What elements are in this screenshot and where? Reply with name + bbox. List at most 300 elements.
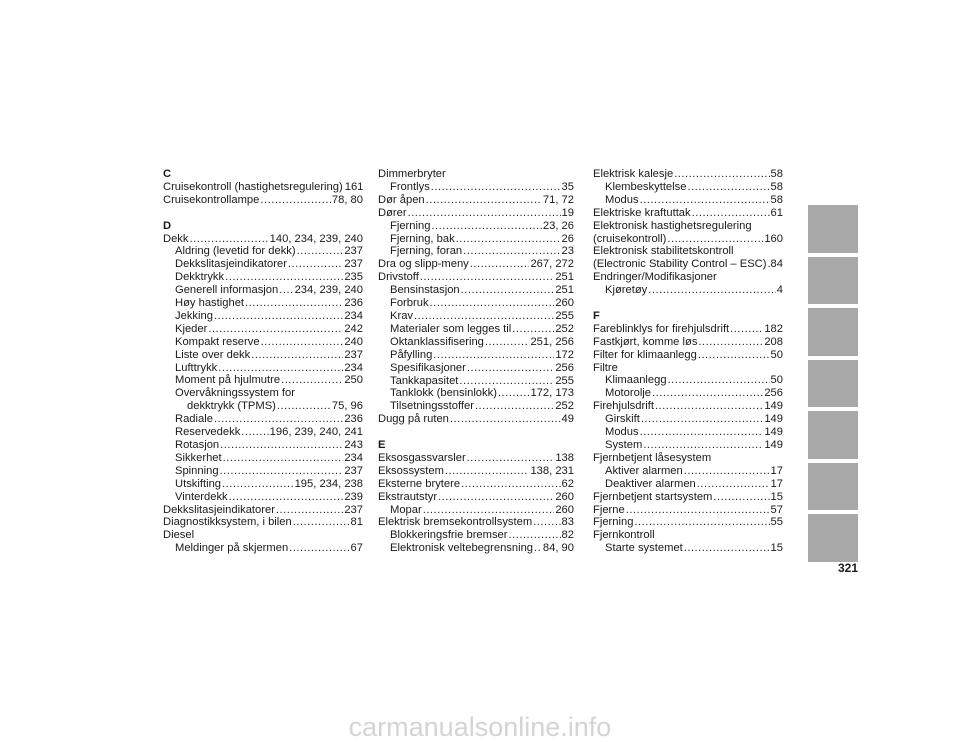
entry-page-ref[interactable]: 237	[344, 503, 363, 516]
index-entry[interactable]	[163, 233, 363, 246]
index-entry[interactable]	[378, 284, 574, 297]
index-entry[interactable]	[378, 452, 574, 465]
section-letter: D	[163, 219, 172, 232]
entry-page-ref[interactable]: 61	[770, 206, 783, 219]
dot-leader	[261, 336, 344, 349]
dot-leader	[461, 284, 555, 297]
entry-page-ref[interactable]: 149	[764, 439, 783, 452]
index-column-3	[593, 168, 783, 555]
entry-label: Tilsetningsstoffer	[390, 400, 474, 413]
index-entry[interactable]	[593, 413, 783, 426]
dot-leader	[512, 323, 554, 336]
dot-leader	[643, 439, 763, 452]
dot-leader	[461, 478, 560, 491]
section-tab	[808, 463, 858, 511]
entry-page-ref[interactable]: 82	[561, 529, 574, 542]
entry-label: Cruisekontrollampe	[163, 193, 260, 206]
dot-leader	[445, 465, 530, 478]
index-entry[interactable]	[163, 465, 363, 478]
index-entry[interactable]	[593, 439, 783, 452]
entry-label: Fjerning, bak	[390, 232, 455, 245]
index-entry[interactable]	[593, 349, 783, 362]
entry-label: Diagnostikksystem, i bilen	[163, 516, 292, 529]
entry-label: Deaktiver alarmen	[605, 477, 696, 490]
index-entry[interactable]	[593, 478, 783, 491]
entry-label: Motorolje	[605, 387, 652, 400]
entry-label: Fjerning	[390, 219, 431, 232]
entry-page-ref[interactable]: 256	[555, 361, 574, 374]
dot-leader	[420, 271, 555, 284]
entry-label: Krav	[390, 309, 414, 322]
dot-leader	[674, 168, 769, 181]
index-entry[interactable]	[378, 181, 574, 194]
entry-label: Tanklokk (bensinlokk)	[390, 387, 497, 400]
entry-page-ref[interactable]: 149	[764, 413, 783, 426]
index-entry[interactable]	[593, 181, 783, 194]
dot-leader	[730, 323, 763, 336]
entry-page-ref[interactable]: 149	[764, 426, 783, 439]
index-entry[interactable]	[163, 271, 363, 284]
index-heading: Diesel	[163, 529, 195, 542]
entry-label: Dekktrykk	[175, 271, 225, 284]
entry-label: Drivstoff	[378, 271, 419, 284]
dot-leader	[430, 297, 555, 310]
index-entry[interactable]	[163, 194, 363, 207]
entry-label: Materialer som legges til	[390, 322, 512, 335]
entry-page-ref[interactable]: 81	[350, 516, 363, 529]
index-entry[interactable]	[593, 207, 783, 220]
entry-page-ref[interactable]: 251	[555, 284, 574, 297]
section-letter: F	[593, 309, 600, 322]
entry-label: Moment på hjulmutre	[175, 374, 281, 387]
index-column-1	[163, 168, 363, 555]
entry-label: Blokkeringsfrie bremser	[390, 529, 508, 542]
entry-label: Vinterdekk	[175, 490, 228, 503]
index-entry[interactable]	[378, 529, 574, 542]
entry-label: Eksterne brytere	[378, 477, 461, 490]
index-entry[interactable]	[593, 387, 783, 400]
index-entry[interactable]	[593, 516, 783, 529]
entry-label: Fjernbetjent startsystem	[593, 490, 713, 503]
index-entry[interactable]	[163, 478, 363, 491]
entry-label: Filter for klimaanlegg	[593, 348, 697, 361]
section-tab	[808, 360, 858, 408]
index-entry[interactable]	[163, 323, 363, 336]
entry-label: Elektrisk kalesje	[593, 168, 674, 180]
entry-page-ref[interactable]: 19	[561, 206, 574, 219]
dot-leader	[692, 207, 770, 220]
entry-page-ref[interactable]: 84	[770, 258, 783, 271]
dot-leader	[297, 245, 344, 258]
index-entry[interactable]	[163, 452, 363, 465]
entry-label: Modus	[605, 193, 639, 206]
dot-leader	[223, 452, 344, 465]
index-entry[interactable]	[163, 310, 363, 323]
index-entry[interactable]	[163, 349, 363, 362]
dot-leader	[467, 452, 555, 465]
index-entry[interactable]	[593, 323, 783, 336]
section-letter: E	[378, 439, 386, 452]
dot-leader	[655, 400, 763, 413]
index-entry[interactable]	[593, 504, 783, 517]
entry-page-ref[interactable]: 84, 90	[542, 542, 574, 555]
index-entry[interactable]	[378, 465, 574, 478]
entry-page-ref[interactable]: 83	[561, 516, 574, 529]
entry-label: Girskift	[605, 413, 640, 426]
entry-page-ref[interactable]: 234, 239, 240	[294, 284, 363, 297]
entry-page-ref[interactable]: 58	[770, 168, 783, 180]
entry-page-ref[interactable]: 234	[344, 309, 363, 322]
index-entry[interactable]	[378, 542, 574, 555]
index-entry[interactable]	[593, 400, 783, 413]
dot-leader	[245, 297, 343, 310]
entry-page-ref[interactable]: 62	[561, 477, 574, 490]
entry-label: dekktrykk (TPMS)	[187, 400, 276, 413]
entry-label: Jekking	[175, 309, 213, 322]
entry-label: (cruisekontroll)	[593, 232, 667, 245]
index-entry[interactable]	[378, 297, 574, 310]
index-heading: Overvåkningssystem for	[175, 387, 295, 400]
index-entry[interactable]	[378, 207, 574, 220]
dot-leader	[450, 413, 561, 426]
index-entry[interactable]	[163, 245, 363, 258]
entry-label: Dra og slipp-meny	[378, 258, 469, 271]
entry-page-ref[interactable]: 67	[350, 542, 363, 555]
entry-page-ref[interactable]: 237	[344, 348, 363, 361]
dot-leader	[640, 194, 770, 207]
index-entry[interactable]	[378, 491, 574, 504]
entry-label: Aldring (levetid for dekk)	[175, 245, 296, 258]
index-entry[interactable]	[378, 245, 574, 258]
index-entry[interactable]	[593, 426, 783, 439]
index-entry[interactable]	[378, 387, 574, 400]
entry-page-ref[interactable]: 17	[770, 464, 783, 477]
entry-page-ref[interactable]: 172	[555, 348, 574, 361]
entry-label: Spesifikasjoner	[390, 361, 466, 374]
dot-leader	[208, 323, 343, 336]
dot-leader	[288, 258, 343, 271]
dot-leader	[485, 336, 530, 349]
index-entry[interactable]	[163, 336, 363, 349]
dot-leader	[190, 233, 269, 246]
entry-page-ref[interactable]: 239	[344, 490, 363, 503]
dot-leader	[467, 362, 554, 375]
entry-label: Elektrisk bremsekontrollsystem	[378, 516, 533, 529]
entry-label: Cruisekontroll (hastighetsregulering)	[163, 180, 343, 193]
entry-label: Lufttrykk	[175, 361, 218, 374]
entry-label: Fareblinklys for firehjulsdrift	[593, 322, 730, 335]
index-entry[interactable]	[378, 349, 574, 362]
entry-label: Firehjulsdrift	[593, 400, 654, 413]
dot-leader	[640, 426, 764, 439]
entry-label: Aktiver alarmen	[605, 464, 683, 477]
index-entry[interactable]	[378, 323, 574, 336]
entry-label: Frontlys	[390, 180, 430, 193]
entry-label: Fastkjørt, komme løs	[593, 335, 698, 348]
dot-leader	[509, 529, 561, 542]
entry-page-ref[interactable]: 236	[344, 297, 363, 310]
entry-page-ref[interactable]: 234	[344, 451, 363, 464]
entry-page-ref[interactable]: 208	[764, 335, 783, 348]
entry-label: Dører	[378, 206, 407, 219]
dot-leader	[276, 504, 343, 517]
entry-page-ref[interactable]: 58	[770, 193, 783, 206]
entry-page-ref[interactable]: 250	[344, 374, 363, 387]
entry-page-ref[interactable]: 140, 234, 239, 240	[269, 232, 363, 245]
entry-label: Liste over dekk	[175, 348, 251, 361]
entry-label: Dekkslitasjeindikatorer	[175, 258, 287, 271]
section-gap	[163, 207, 363, 220]
entry-page-ref[interactable]: 182	[764, 322, 783, 335]
dot-leader	[475, 400, 554, 413]
entry-page-ref[interactable]: 75, 96	[331, 400, 363, 413]
dot-leader	[423, 504, 555, 517]
entry-label: System	[605, 439, 643, 452]
entry-page-ref[interactable]: 260	[555, 297, 574, 310]
entry-page-ref[interactable]: 260	[555, 503, 574, 516]
entry-label: Klimaanlegg	[605, 374, 667, 387]
entry-page-ref[interactable]: 138	[555, 451, 574, 464]
index-entry[interactable]	[163, 258, 363, 271]
index-entry[interactable]	[378, 233, 574, 246]
index-entry[interactable]	[163, 516, 363, 529]
entry-page-ref[interactable]: 23	[561, 245, 574, 258]
dot-leader	[431, 220, 541, 233]
entry-label: Fjerne	[593, 503, 625, 516]
index-entry[interactable]	[378, 400, 574, 413]
index-entry[interactable]	[163, 374, 363, 387]
entry-label: Generell informasjon	[175, 284, 279, 297]
section-tab	[808, 205, 858, 253]
entry-page-ref[interactable]: 242	[344, 322, 363, 335]
entry-label: Spinning	[175, 464, 219, 477]
entry-label: Påfylling	[390, 348, 433, 361]
index-column-2	[378, 168, 574, 555]
index-entry[interactable]	[378, 375, 574, 388]
entry-label: Fjerning	[593, 516, 634, 529]
dot-leader	[289, 542, 349, 555]
entry-page-ref[interactable]: 234	[344, 361, 363, 374]
entry-page-ref[interactable]: 236	[344, 413, 363, 426]
entry-label: Forbruk	[390, 297, 429, 310]
entry-page-ref[interactable]: 260	[555, 490, 574, 503]
dot-leader	[281, 374, 343, 387]
index-entry[interactable]	[378, 194, 574, 207]
dot-leader	[698, 349, 770, 362]
watermark: carmanualsonline.info	[348, 712, 612, 742]
dot-leader	[459, 375, 554, 388]
entry-page-ref[interactable]: 251, 256	[530, 335, 574, 348]
entry-page-ref[interactable]: 255	[555, 374, 574, 387]
index-entry[interactable]	[378, 413, 574, 426]
index-entry[interactable]	[163, 439, 363, 452]
index-heading: Filtre	[593, 361, 618, 374]
dot-leader	[214, 413, 343, 426]
entry-page-ref[interactable]: 78, 80	[331, 193, 363, 206]
dot-leader	[251, 349, 343, 362]
dot-leader	[222, 478, 294, 491]
dot-leader	[687, 181, 769, 194]
dot-leader	[668, 374, 770, 387]
index-entry[interactable]	[378, 271, 574, 284]
entry-page-ref[interactable]: 243	[344, 439, 363, 452]
index-heading: Elektronisk hastighetsregulering	[593, 219, 752, 232]
dot-leader	[648, 284, 776, 297]
entry-page-ref[interactable]: 255	[555, 309, 574, 322]
entry-page-ref[interactable]: 26	[561, 232, 574, 245]
entry-label: Dekkslitasjeindikatorer	[163, 503, 275, 516]
dot-leader	[260, 194, 331, 207]
entry-page-ref[interactable]: 267, 272	[530, 258, 574, 271]
section-tab	[808, 411, 858, 459]
dot-leader	[214, 310, 343, 323]
entry-page-ref[interactable]: 196, 239, 240, 241	[269, 426, 363, 439]
entry-label: Tankkapasitet	[390, 374, 459, 387]
dot-leader	[463, 245, 560, 258]
entry-label: Sikkerhet	[175, 451, 222, 464]
entry-page-ref[interactable]: 57	[770, 503, 783, 516]
index-heading: Fjernkontroll	[593, 529, 655, 542]
dot-leader	[408, 207, 561, 220]
entry-label: Utskifting	[175, 477, 222, 490]
entry-label: Kompakt reserve	[175, 335, 260, 348]
dot-leader	[684, 542, 770, 555]
dot-leader	[470, 258, 530, 271]
entry-page-ref[interactable]: 256	[764, 387, 783, 400]
index-heading: Fjernbetjent låsesystem	[593, 451, 712, 464]
entry-page-ref[interactable]: 160	[764, 232, 783, 245]
entry-page-ref[interactable]: 252	[555, 322, 574, 335]
index-entry[interactable]	[163, 542, 363, 555]
index-entry[interactable]	[593, 258, 783, 271]
dot-leader	[433, 349, 554, 362]
entry-label: Fjerning, foran	[390, 245, 463, 258]
index-entry[interactable]	[378, 504, 574, 517]
index-entry[interactable]	[593, 194, 783, 207]
entry-page-ref[interactable]: 50	[770, 374, 783, 387]
dot-leader	[414, 310, 554, 323]
index-entry[interactable]	[163, 181, 363, 194]
index-entry[interactable]	[593, 233, 783, 246]
dot-leader	[293, 516, 350, 529]
index-entry[interactable]	[378, 258, 574, 271]
section-letter: C	[163, 168, 172, 180]
dot-leader	[220, 439, 343, 452]
index-heading: Elektronisk stabilitetskontroll	[593, 245, 734, 258]
index-entry[interactable]	[163, 413, 363, 426]
entry-page-ref[interactable]: 161	[344, 180, 364, 193]
entry-page-ref[interactable]: 17	[770, 477, 783, 490]
index-entry[interactable]	[378, 220, 574, 233]
entry-page-ref[interactable]: 138, 231	[530, 464, 574, 477]
index-entry[interactable]	[593, 336, 783, 349]
entry-page-ref[interactable]: 251	[555, 271, 574, 284]
index-entry[interactable]	[378, 362, 574, 375]
index-heading: Dimmerbryter	[378, 168, 446, 180]
entry-label: Kjeder	[175, 322, 208, 335]
dot-leader	[279, 284, 293, 297]
entry-label: Elektronisk veltebegrensning	[390, 542, 534, 555]
dot-leader	[684, 465, 770, 478]
page-number: 321	[837, 561, 858, 575]
index-entry[interactable]	[593, 168, 783, 181]
dot-leader	[218, 362, 343, 375]
dot-leader	[641, 413, 764, 426]
index-entry[interactable]	[163, 400, 363, 413]
entry-page-ref[interactable]: 35	[561, 180, 574, 193]
entry-page-ref[interactable]: 23, 26	[542, 219, 574, 232]
dot-leader	[767, 258, 769, 271]
entry-page-ref[interactable]: 235	[344, 271, 363, 284]
dot-leader	[634, 516, 769, 529]
entry-label: Radiale	[175, 413, 213, 426]
entry-label: Bensinstasjon	[390, 284, 460, 297]
entry-page-ref[interactable]: 237	[344, 464, 363, 477]
index-entry[interactable]	[378, 310, 574, 323]
index-entry[interactable]	[378, 516, 574, 529]
index-entry[interactable]	[163, 297, 363, 310]
entry-label: Reservedekk	[175, 426, 241, 439]
entry-page-ref[interactable]: 237	[344, 245, 363, 258]
entry-page-ref[interactable]: 15	[770, 542, 783, 555]
section-tab	[808, 308, 858, 356]
entry-page-ref[interactable]: 49	[561, 413, 574, 426]
index-entry[interactable]	[163, 362, 363, 375]
entry-page-ref[interactable]: 252	[555, 400, 574, 413]
entry-label: Modus	[605, 426, 639, 439]
entry-page-ref[interactable]: 237	[344, 258, 363, 271]
entry-label: Dugg på ruten	[378, 413, 449, 426]
index-entry[interactable]	[593, 284, 783, 297]
dot-leader	[225, 271, 343, 284]
index-entry[interactable]	[593, 374, 783, 387]
entry-page-ref[interactable]: 4	[776, 284, 783, 297]
dot-leader	[626, 504, 770, 517]
index-heading: Endringer/Modifikasjoner	[593, 271, 717, 284]
entry-page-ref[interactable]: 172, 173	[530, 387, 574, 400]
index-entry[interactable]	[163, 426, 363, 439]
dot-leader	[431, 181, 561, 194]
entry-page-ref[interactable]: 58	[770, 180, 783, 193]
entry-label: Elektriske kraftuttak	[593, 206, 691, 219]
section-tab	[808, 257, 858, 305]
dot-leader	[698, 336, 763, 349]
index-entry[interactable]	[163, 504, 363, 517]
section-tab	[808, 514, 858, 562]
entry-page-ref[interactable]: 195, 234, 238	[294, 477, 363, 490]
entry-label: Klembeskyttelse	[605, 180, 687, 193]
entry-page-ref[interactable]: 71, 72	[542, 193, 574, 206]
entry-page-ref[interactable]: 240	[344, 335, 363, 348]
entry-page-ref[interactable]: 55	[770, 516, 783, 529]
index-entry[interactable]	[163, 284, 363, 297]
entry-page-ref[interactable]: 15	[770, 490, 783, 503]
index-entry[interactable]	[593, 491, 783, 504]
entry-label: Eksossystem	[378, 464, 444, 477]
index-entry[interactable]	[163, 491, 363, 504]
index-entry[interactable]	[593, 542, 783, 555]
entry-label: Rotasjon	[175, 439, 220, 452]
entry-page-ref[interactable]: 50	[770, 348, 783, 361]
entry-label: Oktanklassifisering	[390, 335, 484, 348]
entry-label: Eksosgassvarsler	[378, 451, 466, 464]
index-entry[interactable]	[593, 465, 783, 478]
index-entry[interactable]	[378, 336, 574, 349]
entry-label: Ekstrautstyr	[378, 490, 438, 503]
entry-page-ref[interactable]: 149	[764, 400, 783, 413]
dot-leader	[533, 516, 560, 529]
index-entry[interactable]	[378, 478, 574, 491]
